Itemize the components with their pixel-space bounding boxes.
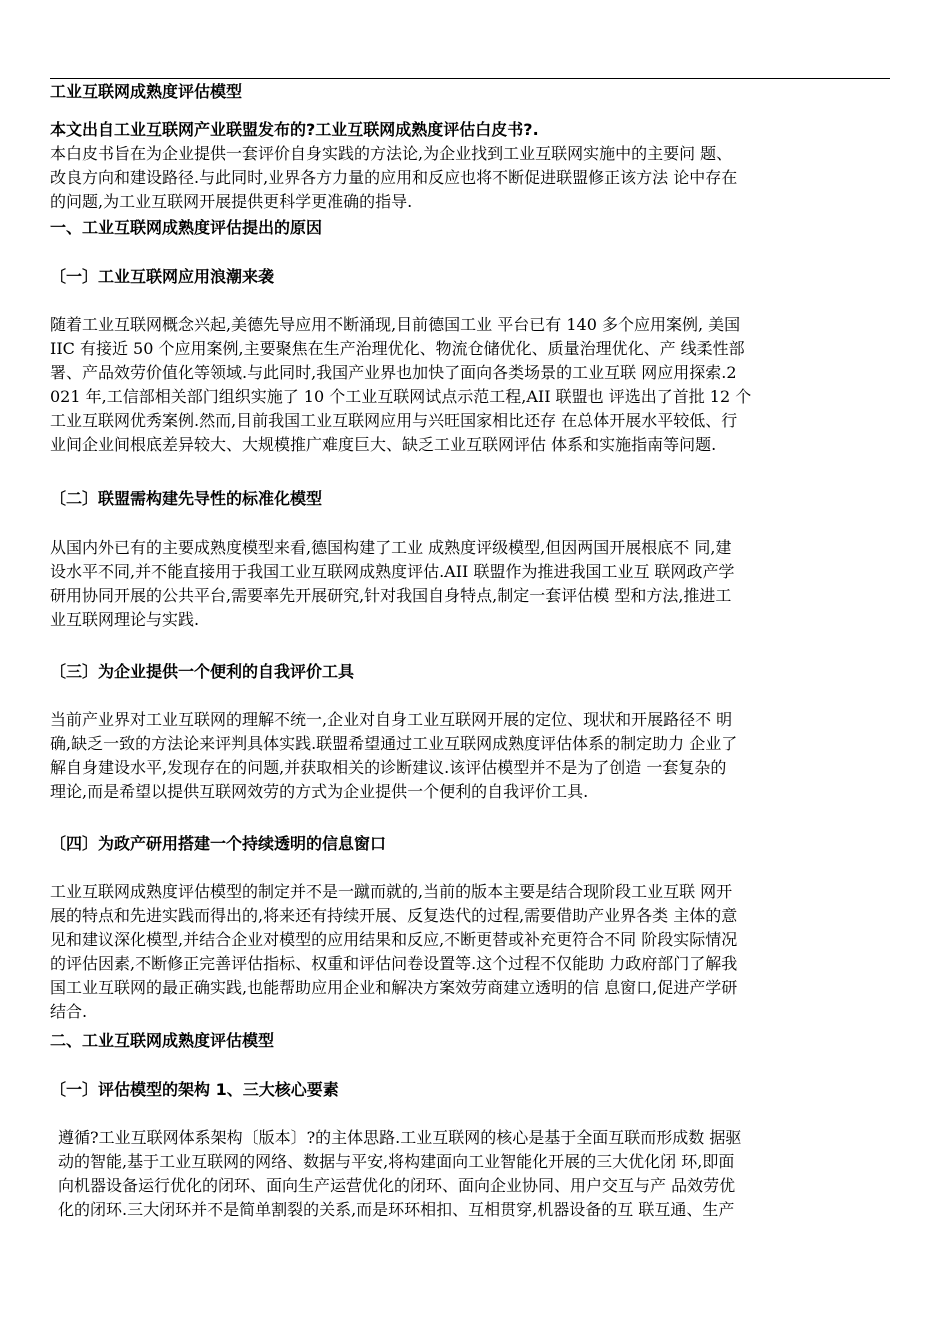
paragraph-2-1: [58, 1126, 898, 1222]
text-line: 化的闭环.三大闭环并不是简单割裂的关系,而是环环相扣、互相贯穿,机器设备的互 联互通、生产: [58, 1200, 735, 1219]
text-line: 展的特点和先进实践而得出的,将来还有持续开展、反复迭代的过程,需要借助产业界各类 主体的意: [50, 906, 738, 925]
subsection-heading-2-1: 〔一〕评估模型的架构 1、三大核心要素: [50, 1080, 339, 1099]
text-line: 工业互联网成熟度评估模型的制定并不是一蹴而就的,当前的版本主要是结合现阶段工业互联 网开: [50, 882, 733, 901]
text-line: 的问题,为工业互联网开展提供更科学更准确的指导.: [50, 192, 413, 211]
text-line: IIC 有接近 50 个应用案例,主要聚焦在生产治理优化、物流仓储优化、质量治理优化、产 线柔性部: [50, 339, 745, 358]
text-line: 解自身建设水平,发现存在的问题,并获取相关的诊断建议.该评估模型并不是为了创造 一套复杂的: [50, 758, 727, 777]
text-line: 从国内外已有的主要成熟度模型来看,德国构建了工业 成熟度评级模型,但因两国开展根底不 同,建: [50, 538, 732, 557]
text-line: 当前产业界对工业互联网的理解不统一,企业对自身工业互联网开展的定位、现状和开展路径不 明: [50, 710, 733, 729]
text-line: 随着工业互联网概念兴起,美德先导应用不断涌现,目前德国工业 平台已有 140 多个应用案例, 美国: [50, 315, 741, 334]
text-line: 国工业互联网的最正确实践,也能帮助应用企业和解决方案效劳商建立透明的信 息窗口,促进产学研: [50, 978, 738, 997]
paragraph-1-2: [50, 536, 890, 632]
text-line: 署、产品效劳价值化等领域.与此同时,我国产业界也加快了面向各类场景的工业互联 网应用探索.2: [50, 363, 737, 382]
text-line: 设水平不同,并不能直接用于我国工业互联网成熟度评估.AII 联盟作为推进我国工业互 联网政产学: [50, 562, 735, 581]
text-line: 遵循?工业互联网体系架构〔版本〕?的主体思路.工业互联网的核心是基于全面互联而形成数 据驱: [58, 1128, 742, 1147]
intro-paragraph: [50, 142, 890, 214]
text-line: 理论,而是希望以提供互联网效劳的方式为企业提供一个便利的自我评价工具.: [50, 782, 589, 801]
header-rule: [50, 78, 890, 79]
paragraph-1-1: [50, 313, 890, 457]
text-line: 业互联网理论与实践.: [50, 610, 200, 629]
text-line: 业间企业间根底差异较大、大规模推广难度巨大、缺乏工业互联网评估 体系和实施指南等问题.: [50, 435, 717, 454]
text-line: 021 年,工信部相关部门组织实施了 10 个工业互联网试点示范工程,AII 联盟也 评选出了首批 12 个: [50, 387, 752, 406]
text-line: 本白皮书旨在为企业提供一套评价自身实践的方法论,为企业找到工业互联网实施中的主要问 题、: [50, 144, 733, 163]
text-line: 的评估因素,不断修正完善评估指标、权重和评估问卷设置等.这个过程不仅能助 力政府部门了解我: [50, 954, 738, 973]
subsection-heading-1-3: 〔三〕为企业提供一个便利的自我评价工具: [50, 662, 355, 681]
text-line: 研用协同开展的公共平台,需要率先开展研究,针对我国自身特点,制定一套评估模 型和方法,推进工: [50, 586, 732, 605]
subsection-heading-1-2: 〔二〕联盟需构建先导性的标准化模型: [50, 489, 323, 508]
text-line: 向机器设备运行优化的闭环、面向生产运营优化的闭环、面向企业协同、用户交互与产 品效劳优: [58, 1176, 736, 1195]
section-heading-1: 一、工业互联网成熟度评估提出的原因: [50, 218, 323, 237]
text-line: 结合.: [50, 1002, 88, 1021]
text-line: 动的智能,基于工业互联网的网络、数据与平安,将构建面向工业智能化开展的三大优化闭 环,即面: [58, 1152, 735, 1171]
text-line: 确,缺乏一致的方法论来评判具体实践.联盟希望通过工业互联网成熟度评估体系的制定助力 企业了: [50, 734, 738, 753]
text-line: 见和建议深化模型,并结合企业对模型的应用结果和反应,不断更替或补充更符合不同 阶段实际情况: [50, 930, 738, 949]
source-line: 本文出自工业互联网产业联盟发布的?工业互联网成熟度评估白皮书?.: [50, 120, 539, 139]
section-heading-2: 二、工业互联网成熟度评估模型: [50, 1031, 275, 1050]
subsection-heading-1-4: 〔四〕为政产研用搭建一个持续透明的信息窗口: [50, 834, 387, 853]
paragraph-1-3: [50, 708, 890, 804]
text-line: 工业互联网优秀案例.然而,目前我国工业互联网应用与兴旺国家相比还存 在总体开展水平较低、行: [50, 411, 738, 430]
paragraph-1-4: [50, 880, 890, 1024]
document-title: 工业互联网成熟度评估模型: [50, 82, 243, 101]
text-line: 改良方向和建设路径.与此同时,业界各方力量的应用和反应也将不断促进联盟修正该方法 论中存在: [50, 168, 738, 187]
subsection-heading-1-1: 〔一〕工业互联网应用浪潮来袭: [50, 267, 275, 286]
